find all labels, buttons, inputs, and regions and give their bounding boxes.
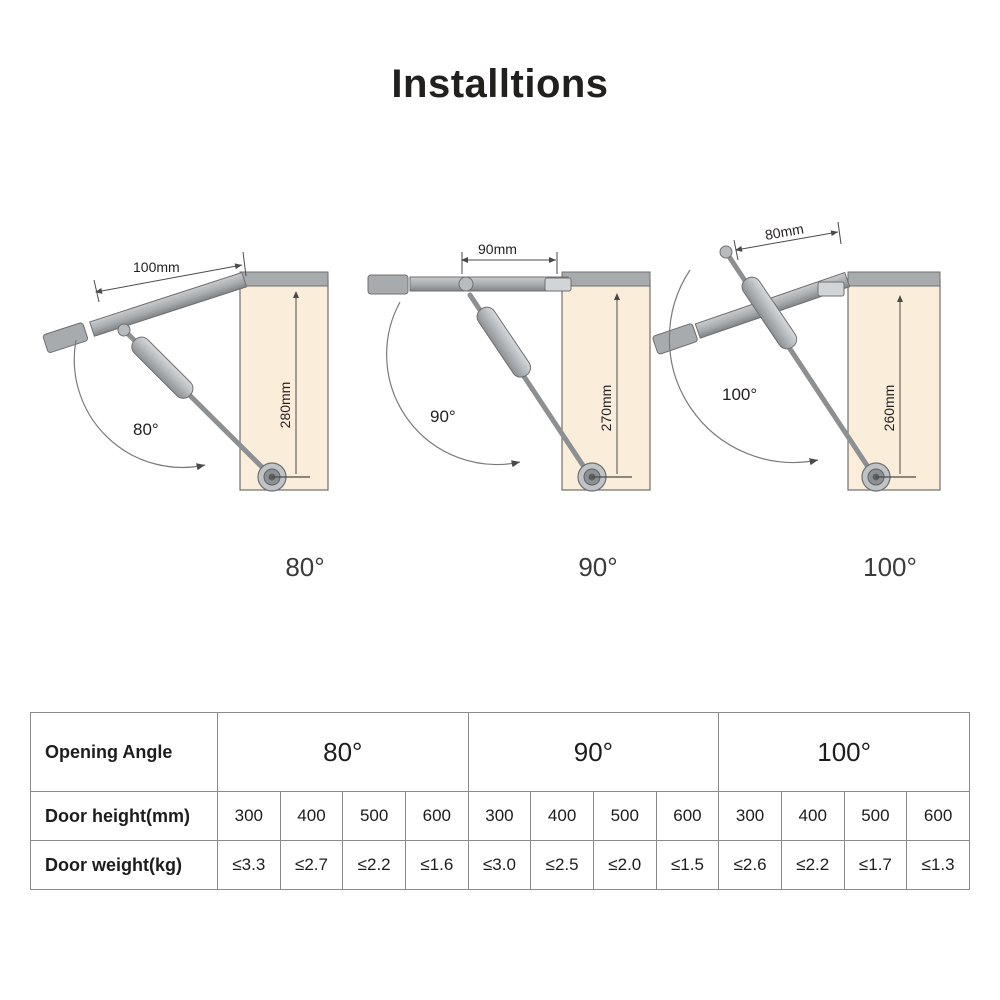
cell-door-height: 500 <box>593 792 656 841</box>
cell-door-weight: ≤2.6 <box>719 841 782 890</box>
dimension-label-270mm: 270mm <box>598 384 614 432</box>
door-end-block-90 <box>368 275 408 294</box>
door-panel-90 <box>410 277 568 291</box>
cell-door-height: 300 <box>468 792 531 841</box>
angle-group-90: 90° <box>468 713 719 792</box>
diagram-row <box>0 160 1000 610</box>
cell-door-weight: ≤1.6 <box>405 841 468 890</box>
angle-group-100: 100° <box>719 713 970 792</box>
row-header-door-height: Door height(mm) <box>31 792 218 841</box>
cell-door-weight: ≤2.2 <box>343 841 406 890</box>
cell-door-weight: ≤2.2 <box>781 841 844 890</box>
cell-door-weight: ≤1.3 <box>907 841 970 890</box>
cell-door-weight: ≤2.5 <box>531 841 594 890</box>
angle-arc-label-100: 100° <box>722 385 758 404</box>
panel-caption-80: 80° <box>285 552 325 582</box>
cell-door-height: 500 <box>343 792 406 841</box>
cabinet-top-rail-80 <box>240 272 328 286</box>
row-header-opening-angle: Opening Angle <box>31 713 218 792</box>
table-row-door-height <box>31 792 970 841</box>
panel-caption-90: 90° <box>578 552 618 582</box>
dimension-label-100mm: 100mm <box>133 259 180 275</box>
row-header-door-weight: Door weight(kg) <box>31 841 218 890</box>
cell-door-weight: ≤1.5 <box>656 841 719 890</box>
specification-table <box>30 712 970 890</box>
door-panel-80 <box>90 272 247 336</box>
cell-door-height: 400 <box>280 792 343 841</box>
cell-door-height: 600 <box>656 792 719 841</box>
dimension-label-90mm: 90mm <box>478 241 517 257</box>
door-end-block-80 <box>43 322 89 353</box>
door-end-block-100 <box>652 323 698 355</box>
cabinet-top-rail-100 <box>848 272 940 286</box>
cell-door-weight: ≤2.7 <box>280 841 343 890</box>
cell-door-weight: ≤2.0 <box>593 841 656 890</box>
cabinet-top-rail-90 <box>562 272 650 286</box>
dimension-label-280mm: 280mm <box>277 381 293 429</box>
panel-80-degrees <box>43 252 328 491</box>
angle-arc-label-90: 90° <box>430 407 456 426</box>
hinge-pivot-90 <box>459 277 473 291</box>
cell-door-height: 400 <box>531 792 594 841</box>
page-title: Installtions <box>391 62 609 106</box>
cell-door-height: 300 <box>719 792 782 841</box>
cell-door-weight: ≤3.0 <box>468 841 531 890</box>
panel-caption-100: 100° <box>863 552 917 582</box>
diagrams-svg <box>0 160 1000 620</box>
table-row-opening-angle <box>31 713 970 792</box>
angle-group-80: 80° <box>218 713 469 792</box>
panel-100-degrees <box>652 220 940 491</box>
cell-door-height: 600 <box>907 792 970 841</box>
cell-door-weight: ≤3.3 <box>218 841 281 890</box>
strut-top-mount-100 <box>818 282 844 296</box>
dimension-label-260mm: 260mm <box>881 384 897 432</box>
cell-door-height: 600 <box>405 792 468 841</box>
angle-arc-label-80: 80° <box>133 420 159 439</box>
cell-door-height: 400 <box>781 792 844 841</box>
cell-door-height: 500 <box>844 792 907 841</box>
panel-90-degrees <box>368 241 650 491</box>
angle-arc-80 <box>74 340 205 467</box>
strut-top-mount-90 <box>545 278 571 291</box>
cell-door-height: 300 <box>218 792 281 841</box>
dimension-label-80mm: 80mm <box>763 220 805 243</box>
table-row-door-weight <box>31 841 970 890</box>
cell-door-weight: ≤1.7 <box>844 841 907 890</box>
